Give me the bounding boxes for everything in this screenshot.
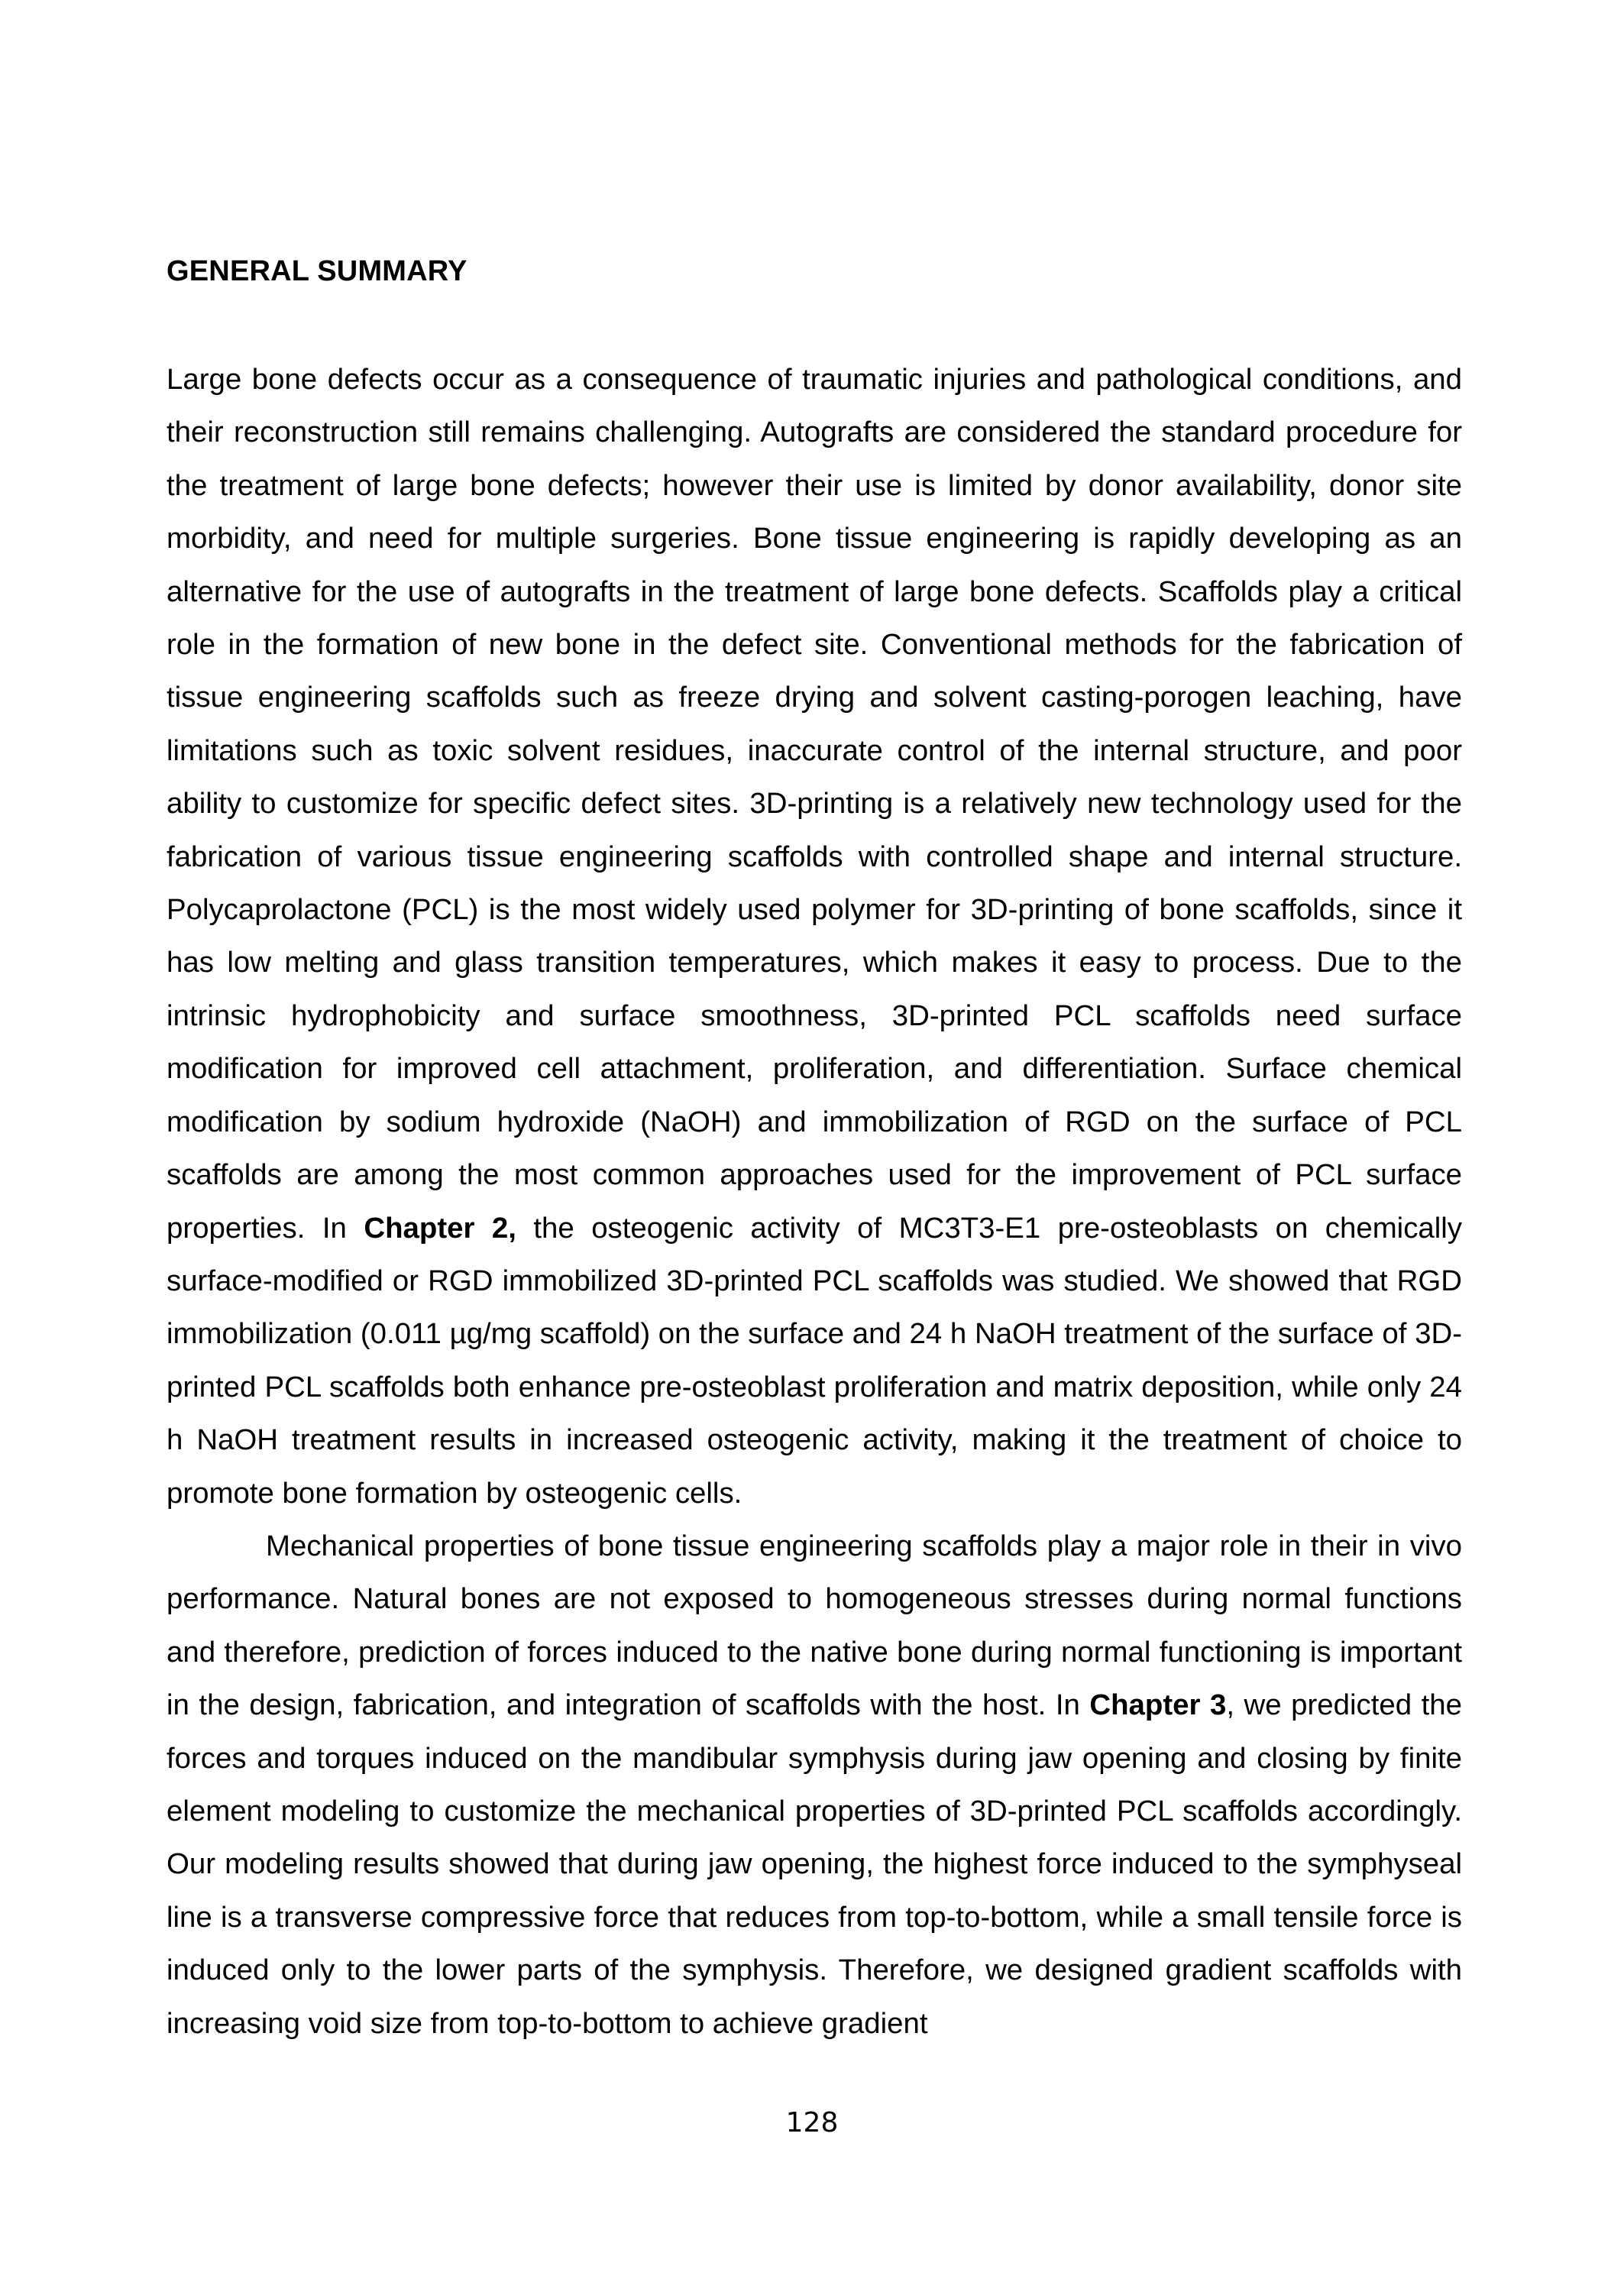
section-heading: GENERAL SUMMARY xyxy=(167,255,467,287)
paragraph-2-text-b: , we predicted the forces and torques induced on the mandibular symphysis during jaw opening and closing by finite element modeling to customize the mechanical properties of 3D-printed PCL scaffolds accordingly. Our modeling results showed that during jaw opening, the highest force induced to the symphyseal line is a transverse compressive force that reduces from top-to-bottom, while a small tensile force is induced only to the lower parts of the symphysis. Therefore, we designed gradient scaffolds with increasing void size from top-to-bottom to achieve gradient xyxy=(167,1688,1462,2040)
paragraph-2-text-a: Mechanical properties of bone tissue engineering scaffolds play a major role in their in vivo performance. Natural bones are not exposed to homogeneous stresses during normal functions and therefore, prediction of forces induced to the native bone during normal functioning is important in the design, fabrication, and integration of scaffolds with the host. In xyxy=(167,1529,1462,1722)
paragraph-2 xyxy=(167,1520,1462,2050)
paragraph-1-text-a: Large bone defects occur as a consequence of traumatic injuries and pathological conditions, and their reconstruction still remains challenging. Autografts are considered the standard procedure for the treatment of large bone defects; however their use is limited by donor availability, donor site morbidity, and need for multiple surgeries. Bone tissue engineering is rapidly developing as an alternative for the use of autografts in the treatment of large bone defects. Scaffolds play a critical role in the formation of new bone in the defect site. Conventional methods for the fabrication of tissue engineering scaffolds such as freeze drying and solvent casting-porogen leaching, have limitations such as toxic solvent residues, inaccurate control of the internal structure, and poor ability to customize for specific defect sites. 3D-printing is a relatively new technology used for the fabrication of various tissue engineering scaffolds with controlled shape and internal structure. Polycaprolactone (PCL) is the most widely used polymer for 3D-printing of bone scaffolds, since it has low melting and glass transition temperatures, which makes it easy to process. Due to the intrinsic hydrophobicity and surface smoothness, 3D-printed PCL scaffolds need surface modification for improved cell attachment, proliferation, and differentiation. Surface chemical modification by sodium hydroxide (NaOH) and immobilization of RGD on the surface of PCL scaffolds are among the most common approaches used for the improvement of PCL surface properties. In xyxy=(167,363,1462,1245)
page-number: 128 xyxy=(785,2107,839,2138)
paragraph-1 xyxy=(167,353,1462,1520)
body-text xyxy=(167,353,1462,2050)
paragraph-1-text-b: the osteogenic activity of MC3T3-E1 pre-osteoblasts on chemically surface-modified or RGD immobilized 3D-printed PCL scaffolds was studied. We showed that RGD immobilization (0.011 µg/mg scaffold) on the surface and 24 h NaOH treatment of the surface of 3D-printed PCL scaffolds both enhance pre-osteoblast proliferation and matrix deposition, while only 24 h NaOH treatment results in increased osteogenic activity, making it the treatment of choice to promote bone formation by osteogenic cells. xyxy=(167,1211,1463,1510)
chapter-3-reference: Chapter 3 xyxy=(1089,1688,1227,1722)
chapter-2-reference: Chapter 2, xyxy=(364,1211,516,1245)
